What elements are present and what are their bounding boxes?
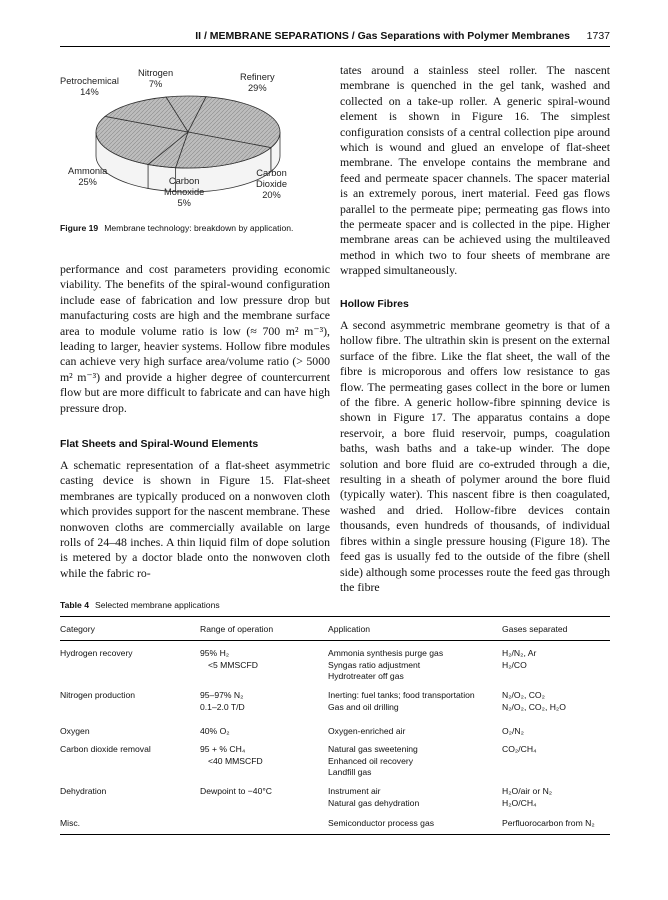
left-column-paragraph-2: A schematic representation of a flat-sheet asymmetric casting device is shown in Figure 15. Flat-sheet membranes are typically produced on a nonwoven cloth which provides support for the nascent membrane. These nonwoven cloths are commercially available on large rolls of 24–48 inches. A thin liquid film of dope solution is metered by a doctor blade onto the nonwoven cloth while the fabric ro- xyxy=(60,458,330,580)
table-row-3-gases: O₂/N₂ xyxy=(502,726,524,736)
right-column-paragraph-2: A second asymmetric membrane geometry is that of a hollow fibre. The ultrathin skin is present on the external surface of the fibre. Like the flat sheet, the wall of the fibre is microporous and offers low resistance to gas flow. The permeating gases collect in the bore or lumen of the fibre. A generic hollow-fibre spinning device is shown in Figure 17. The apparatus contains a dope reservoir, a bore fluid reservoir, pumps, coagulation baths, wash baths and a take-up winder. The dope solution and bore fluid are co-extruded through a die, resulting in a sheath of polymer around the bore fluid (typically water). This nascent fibre is then coagulated, washed and dried. Hollow-fibre devices contain thousands, even hundreds of thousands, of individual fibres within a single pressure housing (Figure 18). The feed gas is usually fed to the outside of the fibre (shell side) although some processes route the feed gas through the fibre xyxy=(340,318,610,594)
table-header-application: Application xyxy=(328,624,371,634)
pie-label-nitrogen: Nitrogen 7% xyxy=(138,68,174,89)
table-row-5-application: Instrument air Natural gas dehydration xyxy=(328,786,420,808)
table-row-1-category: Hydrogen recovery xyxy=(60,648,133,658)
section-heading-flat-sheets: Flat Sheets and Spiral-Wound Elements xyxy=(60,438,259,450)
table-header-rule xyxy=(60,640,610,641)
table-header-gases: Gases separated xyxy=(502,624,568,634)
table-row-4-gases: CO₂/CH₄ xyxy=(502,744,537,754)
table-row-4-application: Natural gas sweetening Enhanced oil recovery Landfill gas xyxy=(328,744,418,777)
table-row-4-range: 95 + % CH₄ <40 MMSCFD xyxy=(200,744,263,766)
right-column-paragraph-1: tates around a stainless steel roller. The nascent membrane is quenched in the gel tank, washed and collected on a take-up roller. A generic spiral-wound element is shown in Figure 16. The simplest configuration consists of a central collection pipe around which is wound and glued an envelope of flat-sheet membrane. The envelope contains the membrane and feed and permeate spacer channels. The spacer material is an extremely porous, inert material. Feed gas flows parallel to the permeate pipe; permeating gas flows into the permeate spacer and is collected in the pipe. Higher membrane areas can be achieved using the multileaved method in which two to four sheets of membrane are wrapped simultaneously. xyxy=(340,63,610,278)
figure-caption xyxy=(60,223,330,233)
section-heading-hollow-fibres: Hollow Fibres xyxy=(340,298,409,310)
table-bottom-rule xyxy=(60,834,610,835)
table-label: Table 4 xyxy=(60,600,89,610)
table-row-2-application: Inerting: fuel tanks; food transportation Gas and oil drilling xyxy=(328,690,475,712)
pie-label-ammonia: Ammonia 25% xyxy=(68,166,108,187)
table-row-6-gases: Perfluorocarbon from N₂ xyxy=(502,818,595,828)
figure-label: Figure 19 xyxy=(60,223,99,233)
pie-label-carbon-dioxide: Carbon Dioxide 20% xyxy=(256,168,288,200)
table-row-2-range: 95–97% N₂ 0.1–2.0 T/D xyxy=(200,690,245,712)
table-row-2-gases: N₂/O₂, CO₂ N₂/O₂, CO₂, H₂O xyxy=(502,690,566,712)
table-row-3-application: Oxygen-enriched air xyxy=(328,726,406,736)
table-row-3-range: 40% O₂ xyxy=(200,726,230,736)
pie-label-petrochemical: Petrochemical 14% xyxy=(60,76,119,97)
table-row-6-application: Semiconductor process gas xyxy=(328,818,435,828)
table-row-5-category: Dehydration xyxy=(60,786,107,796)
table-row-5-gases: H₂O/air or N₂ H₂O/CH₄ xyxy=(502,786,553,808)
pie-label-refinery: Refinery 29% xyxy=(240,72,275,93)
header-rule xyxy=(60,46,610,47)
pie-label-carbon-monoxide: Carbon Monoxide 5% xyxy=(164,176,205,208)
table-row-1-application: Ammonia synthesis purge gas Syngas ratio adjustment Hydrotreater off gas xyxy=(328,648,444,681)
table-row-1-gases: H₂/N₂, Ar H₂/CO xyxy=(502,648,537,670)
left-column-paragraph-1: performance and cost parameters providing economic viability. The benefits of the spiral-wound configuration include ease of fabrication and low pressure drop but manufacturing costs are high and the membrane surface area to module volume ratio is low (≈ 700 m² m⁻³), leading to larger, heavier systems. Hollow fibre modules can achieve very high surface area/volume ratio (> 5000 m² m⁻³) and provide a higher degree of countercurrent flow but are more difficult to fabricate and can have high pressure drop. xyxy=(60,262,330,415)
table-row-2-category: Nitrogen production xyxy=(60,690,136,700)
figure-caption-text: Membrane technology: breakdown by application. xyxy=(104,223,294,233)
table-row-1-range: 95% H₂ <5 MMSCFD xyxy=(200,648,258,670)
table-row-5-range: Dewpoint to −40°C xyxy=(200,786,272,796)
table-row-6-category: Misc. xyxy=(60,818,81,828)
table-top-rule xyxy=(60,616,610,617)
running-header xyxy=(60,30,610,46)
running-header-title: II / MEMBRANE SEPARATIONS / Gas Separations with Polymer Membranes xyxy=(195,30,570,42)
table-row-4-category: Carbon dioxide removal xyxy=(60,744,151,754)
table-caption xyxy=(60,600,220,610)
pie-top-face xyxy=(96,96,280,168)
table-header-category: Category xyxy=(60,624,95,634)
page-number: 1737 xyxy=(586,30,610,42)
table-caption-text: Selected membrane applications xyxy=(94,600,220,610)
table-header-range: Range of operation xyxy=(200,624,274,634)
table-row-3-category: Oxygen xyxy=(60,726,90,736)
figure-19-pie-chart xyxy=(60,62,330,222)
